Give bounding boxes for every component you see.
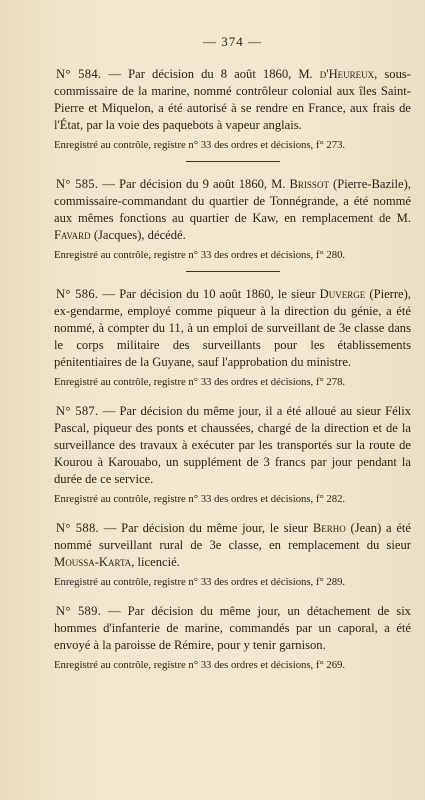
entry-number: N° 585. bbox=[56, 177, 99, 191]
entry-text bbox=[54, 603, 411, 654]
entry-number: N° 588. bbox=[56, 521, 100, 535]
entry-body-end: (Jacques), décédé. bbox=[90, 228, 186, 242]
person-name: Berho bbox=[312, 521, 346, 535]
entry-586 bbox=[54, 286, 411, 389]
registry-note: Enregistré au contrôle, registre n° 33 des ordres et décisions, f° 282. bbox=[54, 493, 346, 505]
entry-588 bbox=[54, 520, 411, 589]
registry-note: Enregistré au contrôle, registre n° 33 des ordres et décisions, f° 269. bbox=[54, 659, 346, 671]
spacer bbox=[54, 389, 411, 403]
entry-body-end: , licencié. bbox=[131, 555, 180, 569]
entry-number: N° 586. bbox=[56, 287, 99, 301]
separator-rule bbox=[186, 161, 280, 162]
spacer bbox=[54, 589, 411, 603]
registry-note: Enregistré au contrôle, registre n° 33 des ordres et décisions, f° 280. bbox=[54, 249, 346, 261]
spacer bbox=[54, 506, 411, 520]
entry-text bbox=[54, 403, 411, 488]
person-name-2: Moussa-Karta bbox=[54, 555, 132, 569]
entry-587 bbox=[54, 403, 411, 506]
entry-number: N° 587. bbox=[56, 404, 99, 418]
entry-number: N° 589. bbox=[56, 604, 102, 618]
entry-body-mid: (Jean) a été nommé surveillant rural de 3e classe, en remplacement du sieur bbox=[54, 521, 412, 552]
person-name-2: Favard bbox=[54, 228, 91, 242]
registry-note: Enregistré au contrôle, registre n° 33 des ordres et décisions, f° 289. bbox=[54, 576, 346, 588]
entry-text bbox=[54, 286, 411, 371]
registry-note: Enregistré au contrôle, registre n° 33 des ordres et décisions, f° 273. bbox=[54, 139, 346, 151]
entry-body-mid: (Pierre-Bazile), commissaire-commandant du quartier de Tonnégrande, a été nommé aux mêmes fonctions au quartier de Kaw, en remplacement de M. bbox=[54, 177, 411, 225]
entry-body: — Par décision du même jour, il a été alloué au sieur Félix Pascal, piqueur des ponts et chaussées, chargé de la direction et de la surveillance des travaux à exécuter par les transportés sur la route de Kourou à Karouabo, un supplément de 3 francs par jour pendant la durée de ce service. bbox=[54, 404, 411, 486]
entry-589 bbox=[54, 603, 411, 672]
entry-body: — Par décision du 10 août 1860, le sieur bbox=[98, 287, 320, 301]
registry-note: Enregistré au contrôle, registre n° 33 des ordres et décisions, f° 278. bbox=[54, 376, 346, 388]
entry-text bbox=[54, 520, 411, 571]
entry-body: — Par décision du 8 août 1860, M. bbox=[101, 67, 320, 81]
entry-body: — Par décision du même jour, le sieur bbox=[99, 521, 313, 535]
entry-number: N° 584. bbox=[56, 67, 102, 81]
entry-585 bbox=[54, 176, 411, 262]
person-name: Duverge bbox=[319, 287, 366, 301]
entry-body: — Par décision du 9 août 1860, M. bbox=[98, 177, 290, 191]
page-number: — 374 — bbox=[203, 34, 262, 49]
entry-584 bbox=[54, 66, 411, 152]
person-name: d'Heureux bbox=[319, 67, 375, 81]
entry-body-end: (Pierre), ex-gendarme, employé comme piqueur à la direction du génie, a été nommé, à compter du 11, à un emploi de surveillant de 3e classe dans le corps militaire des surveillants pour les établissements pénitentiaires de la Guyane, sauf l'approbation du ministre. bbox=[54, 287, 411, 369]
entry-text bbox=[54, 66, 411, 134]
separator-rule bbox=[186, 271, 280, 272]
entry-body-end: , sous-commissaire de la marine, nommé contrôleur colonial aux îles Saint-Pierre et Miquelon, a été autorisé à se rendre en France, aux frais de l'État, par la voie des paquebots à vapeur anglais. bbox=[54, 67, 412, 132]
entry-body: — Par décision du même jour, un détachement de six hommes d'infanterie de marine, commandés par un caporal, a été envoyé à la paroisse de Rémire, pour y tenir garnison. bbox=[54, 604, 411, 652]
person-name: Brissot bbox=[289, 177, 329, 191]
entry-text bbox=[54, 176, 411, 244]
